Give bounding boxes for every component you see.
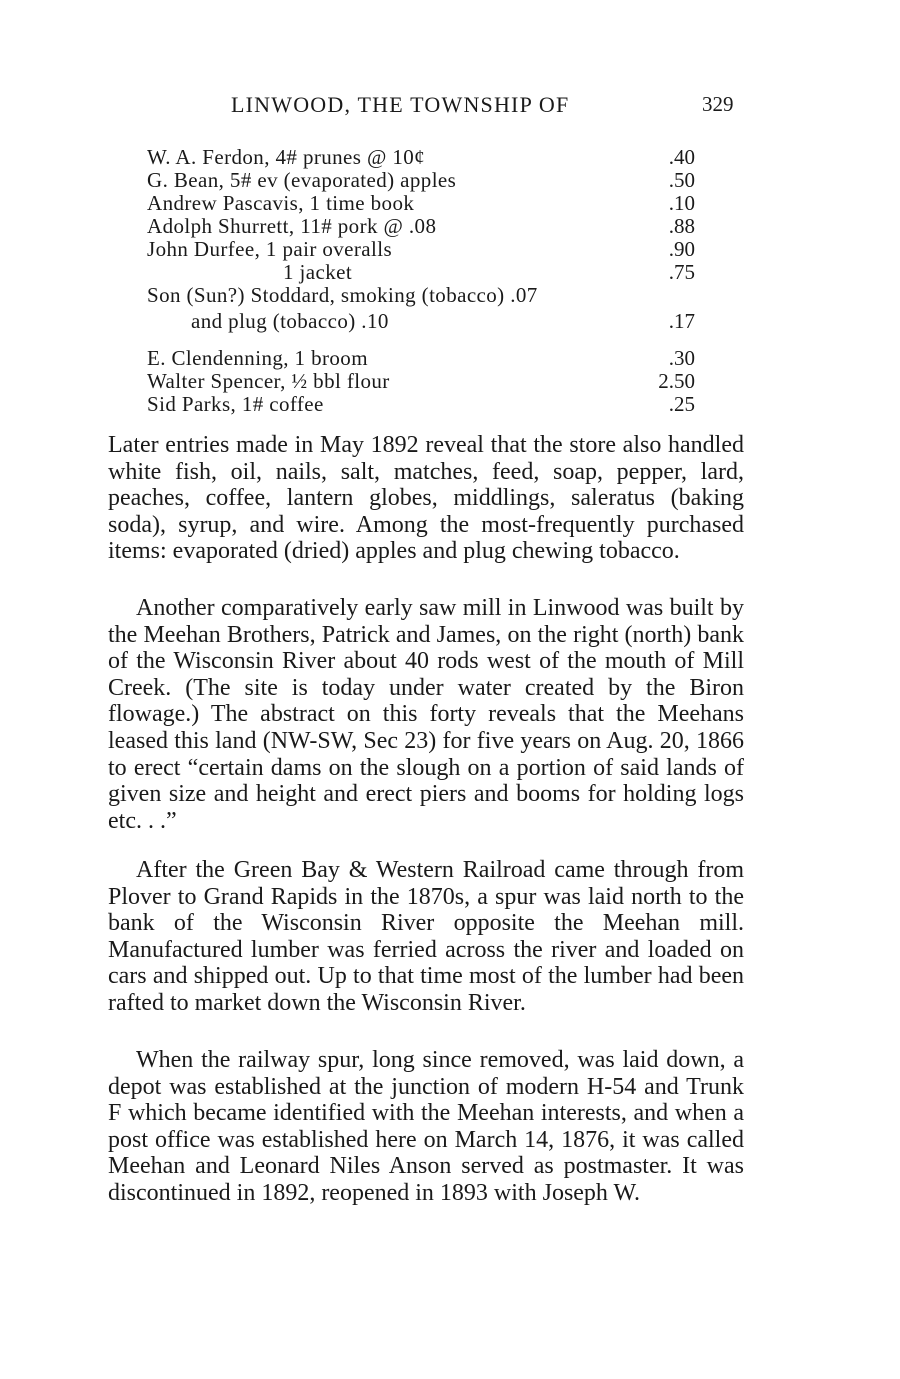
- ledger-amount: .17: [668, 309, 695, 333]
- ledger-row: [147, 393, 695, 416]
- ledger-item: and plug (tobacco) .10: [191, 309, 389, 333]
- ledger-amount: .30: [668, 346, 695, 370]
- ledger-row: [147, 347, 695, 370]
- ledger-amount: .75: [668, 260, 695, 284]
- ledger-item: G. Bean, 5# ev (evaporated) apples: [147, 168, 457, 192]
- ledger-row: [147, 370, 695, 393]
- ledger-item: E. Clendenning, 1 broom: [147, 346, 368, 370]
- ledger-item: Sid Parks, 1# coffee: [147, 392, 324, 416]
- ledger-item: Son (Sun?) Stoddard, smoking (tobacco) .07: [147, 283, 538, 307]
- ledger-item: John Durfee, 1 pair overalls: [147, 237, 393, 261]
- ledger-amount: 2.50: [658, 369, 695, 393]
- ledger-row: [147, 192, 695, 215]
- ledger-row: [147, 238, 695, 261]
- ledger-row: [147, 284, 695, 307]
- body-paragraph: After the Green Bay & Western Railroad came through from Plover to Grand Rapids in the 1870s, a spur was laid north to the bank of the Wisconsin River opposite the Meehan mill. Manufactured lumber was ferried across the river and loaded on cars and shipped out. Up to that time most of the lumber had been rafted to market down the Wisconsin River.: [108, 857, 744, 1016]
- ledger-amount: .10: [668, 191, 695, 215]
- ledger-row: [147, 215, 695, 238]
- ledger-item: Walter Spencer, ½ bbl flour: [147, 369, 390, 393]
- body-paragraph: When the railway spur, long since removed, was laid down, a depot was established at the junction of modern H-54 and Trunk F which became identified with the Meehan interests, and when a post office was established here on March 14, 1876, it was called Meehan and Leonard Niles Anson served as postmaster. It was discontinued in 1892, reopened in 1893 with Joseph W.: [108, 1047, 744, 1206]
- ledger-amount: .50: [668, 168, 695, 192]
- ledger-amount: .90: [668, 237, 695, 261]
- ledger-row: [147, 261, 695, 284]
- body-paragraph: Later entries made in May 1892 reveal that the store also handled white fish, oil, nails, salt, matches, feed, soap, pepper, lard, peaches, coffee, lantern globes, middlings, saleratus (baking soda), syrup, and wire. Among the most-frequently purchased items: evaporated (dried) apples and plug chewing tobacco.: [108, 432, 744, 565]
- page-number: 329: [702, 92, 734, 116]
- ledger-item: W. A. Ferdon, 4# prunes @ 10¢: [147, 145, 426, 169]
- ledger-amount: .25: [668, 392, 695, 416]
- ledger-row: [147, 169, 695, 192]
- ledger-item: Andrew Pascavis, 1 time book: [147, 191, 415, 215]
- ledger-item: 1 jacket: [283, 260, 353, 284]
- ledger-row: [147, 146, 695, 169]
- ledger-amount: .40: [668, 145, 695, 169]
- ledger-row: [147, 310, 695, 333]
- ledger-amount: .88: [668, 214, 695, 238]
- running-title: LINWOOD, THE TOWNSHIP OF: [231, 92, 570, 117]
- body-paragraph: Another comparatively early saw mill in Linwood was built by the Meehan Brothers, Patrick and James, on the right (north) bank of the Wisconsin River about 40 rods west of the mouth of Mill Creek. (The site is today under water created by the Biron flowage.) The abstract on this forty reveals that the Meehans leased this land (NW-SW, Sec 23) for five years on Aug. 20, 1866 to erect “certain dams on the slough on a portion of said lands of given size and height and erect piers and booms for holding logs etc. . .”: [108, 595, 744, 834]
- ledger-item: Adolph Shurrett, 11# pork @ .08: [147, 214, 437, 238]
